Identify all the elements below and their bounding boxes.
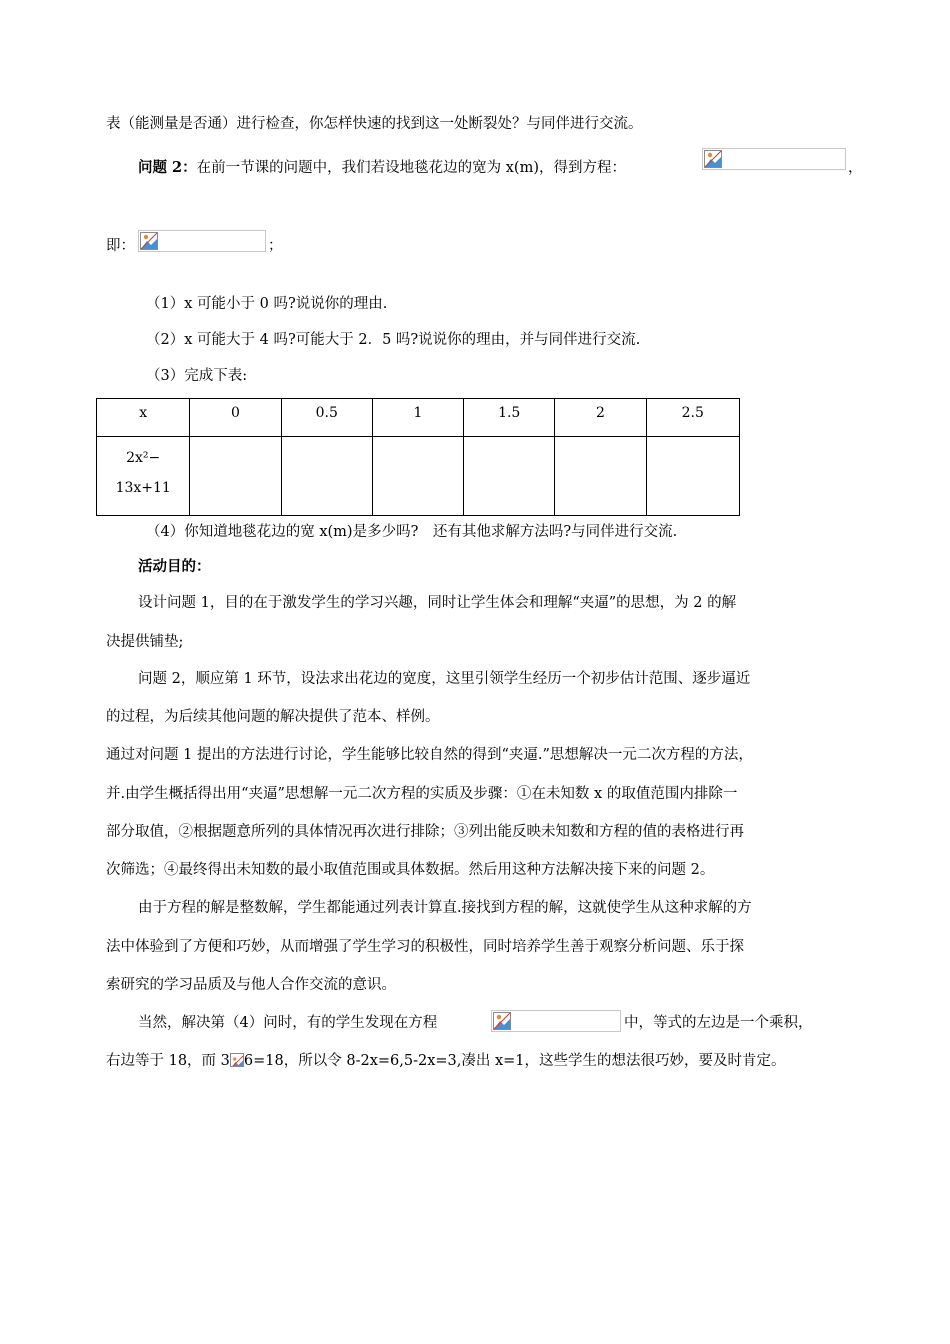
row-label-line-2: 13x+11: [115, 480, 171, 496]
paragraph-line: 中，等式的左边是一个乘积，: [624, 1015, 813, 1031]
table-header-cell: x: [97, 399, 190, 437]
paragraph-line: 并.由学生概括得出用“夹逼”思想解一元二次方程的实质及步骤：①在未知数 x 的取值范围内排除一: [106, 786, 738, 802]
table-value-cell[interactable]: [190, 437, 281, 516]
question-2-text: 在前一节课的问题中，我们若设地毯花边的宽为 x(m)，得到方程：: [196, 160, 626, 176]
broken-image-icon: [230, 1053, 244, 1067]
question-2-label: 问题 2：: [138, 159, 197, 176]
ji-end: ；: [268, 238, 283, 254]
paragraph-segment: 右边等于 18，而 3: [106, 1053, 230, 1069]
sub-question-2: （2）x 可能大于 4 吗?可能大于 2．5 吗?说说你的理由，并与同伴进行交流.: [146, 332, 641, 348]
sub-question-3: （3）完成下表:: [146, 368, 248, 384]
row-label-line-1: 2x²−: [126, 450, 161, 466]
table-value-cell[interactable]: [464, 437, 555, 516]
paragraph-line: 法中体验到了方便和巧妙，从而增强了学生学习的积极性，同时培养学生善于观察分析问题、乐于探: [106, 939, 744, 955]
table-value-cell[interactable]: [281, 437, 372, 516]
table-header-cell: 1: [372, 399, 463, 437]
values-table: [96, 398, 740, 516]
sub-question-4: （4）你知道地毯花边的宽 x(m)是多少吗? 还有其他求解方法吗?与同伴进行交流.: [146, 524, 678, 540]
paragraph-line: 问题 2，顺应第 1 环节，设法求出花边的宽度，这里引领学生经历一个初步估计范围、逐步逼近: [138, 671, 751, 687]
table-value-cell[interactable]: [555, 437, 646, 516]
question-2-end: ，: [848, 160, 863, 176]
paragraph-line: 当然，解决第（4）问时，有的学生发现在方程: [138, 1015, 438, 1031]
row-label-cell: [97, 437, 190, 516]
paragraph-line: 由于方程的解是整数解，学生都能通过列表计算直.接找到方程的解，这就使学生从这种求解的方: [138, 900, 752, 916]
table-header-cell: 0: [190, 399, 281, 437]
paragraph-line: 设计问题 1，目的在于激发学生的学习兴趣，同时让学生体会和理解“夹逼”的思想，为 2 的解: [138, 595, 737, 611]
sub-question-1: （1）x 可能小于 0 吗?说说你的理由.: [146, 296, 388, 312]
equation-image-placeholder: [702, 148, 846, 170]
broken-image-icon: [704, 150, 722, 168]
ji-label: 即：: [106, 238, 135, 254]
table-header-cell: 2.5: [646, 399, 739, 437]
table-header-cell: 2: [555, 399, 646, 437]
paragraph-segment: 6=18，所以令 8-2x=6,5-2x=3,凑出 x=1，这些学生的想法很巧妙，要及时肯定。: [243, 1053, 786, 1069]
broken-image-icon: [493, 1012, 511, 1030]
table-header-row: [97, 399, 740, 437]
table-row: [97, 437, 740, 516]
table-value-cell[interactable]: [646, 437, 739, 516]
paragraph-line: 次筛选；④最终得出未知数的最小取值范围或具体数据。然后用这种方法解决接下来的问题 2。: [106, 862, 715, 878]
broken-image-icon: [140, 232, 158, 250]
question-2-line: [138, 158, 626, 178]
table-value-cell[interactable]: [372, 437, 463, 516]
equation-image-placeholder: [138, 230, 266, 252]
paragraph-line: 决提供铺垫;: [106, 634, 184, 650]
paragraph-line: 索研究的学习品质及与他人合作交流的意识。: [106, 977, 396, 993]
table-header-cell: 1.5: [464, 399, 555, 437]
paragraph-line: 部分取值，②根据题意所列的具体情况再次进行排除；③列出能反映未知数和方程的值的表格进行再: [106, 824, 744, 840]
paragraph-line: 通过对问题 1 提出的方法进行讨论，学生能够比较自然的得到“夹逼.”思想解决一元二次方程的方法，: [106, 747, 753, 763]
paragraph-line: 表（能测量是否通）进行检查，你怎样快速的找到这一处断裂处？与同伴进行交流。: [106, 116, 643, 132]
paragraph-line: [106, 1051, 786, 1071]
table-header-cell: 0.5: [281, 399, 372, 437]
purpose-title: 活动目的：: [138, 558, 211, 575]
equation-image-placeholder: [491, 1010, 621, 1032]
paragraph-line: 的过程，为后续其他问题的解决提供了范本、样例。: [106, 709, 440, 725]
